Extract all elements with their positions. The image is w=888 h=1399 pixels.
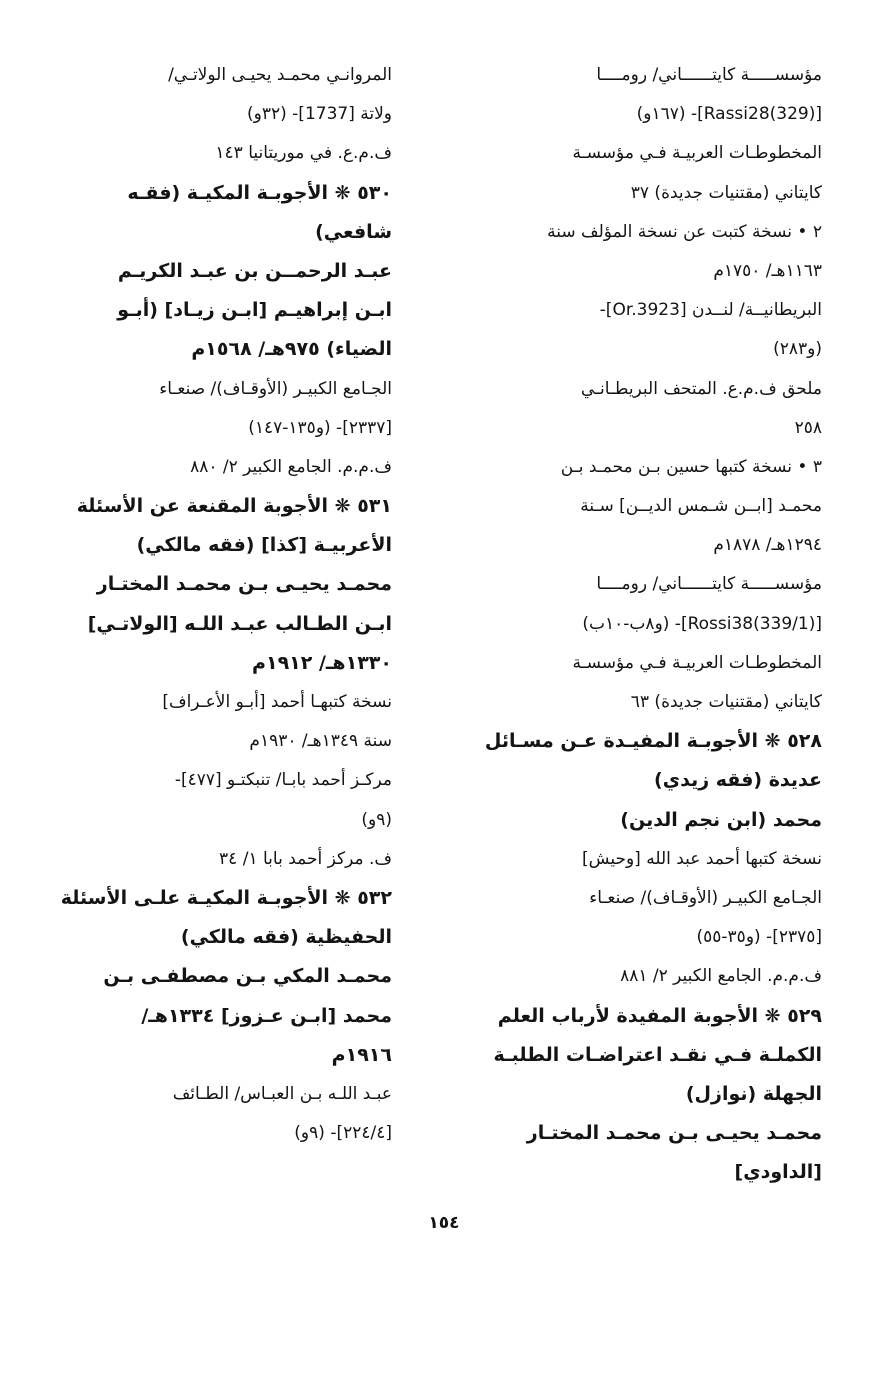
text-line: ٥٣٠ ❋ الأجوبـة المكيـة (فقـه [127, 181, 392, 204]
text-line: ٥٣٢ ❋ الأجوبـة المكيـة علـى الأسئلة [60, 886, 392, 909]
text-line: محمد (ابن نجم الدين) [620, 808, 822, 831]
text-line: ف.م.م. الجامع الكبير ٢/ ٨٨١ [620, 966, 822, 987]
text-line: ٢٥٨ [794, 417, 822, 438]
text-line: محمـد [ابــن شـمس الديــن] سـنة [580, 496, 822, 517]
text-line: نسخة كتبهـا أحمد [أبـو الأعـراف] [162, 692, 392, 712]
text-line: مؤسســـــة كايتــــــاني/ رومــــا [596, 65, 822, 85]
text-line: الجهلة (نوازل) [685, 1082, 822, 1105]
text-line: كايتاني (مقتنيات جديدة) ٣٧ [630, 182, 822, 203]
text-line: شافعي) [315, 220, 392, 243]
text-line: نسخة كتبها أحمد عبد الله [وحيش] [582, 848, 822, 869]
text-line: ٥٢٩ ❋ الأجوبة المفيدة لأرباب العلم [497, 1004, 822, 1027]
text-line: ١٣٣٠هـ/ ١٩١٢م [252, 651, 392, 674]
text-line: ٥٣١ ❋ الأجوبة المقنعة عن الأسئلة [76, 495, 392, 518]
text-line: البريطانيــة/ لنــدن [Or.3923]- [599, 300, 822, 321]
text-line: ابـن الطـالب عبـد اللـه [الولاتـي] [87, 612, 392, 635]
text-line: ولاتة [1737]- (٣٢و) [247, 104, 392, 125]
text-line: الضياء) ٩٧٥هـ/ ١٥٦٨م [191, 338, 392, 361]
text-line: سنة ١٣٤٩هـ/ ١٩٣٠م [249, 731, 392, 752]
text-line: ف. مركز أحمد بابا ١/ ٣٤ [219, 848, 392, 869]
text-line: عبـد اللـه بـن العبـاس/ الطـائف [172, 1083, 392, 1104]
text-line: محمد [ابـن عـزوز] ١٣٣٤هـ/ [141, 1004, 392, 1027]
left-column [60, 56, 392, 1153]
text-line: عديدة (فقه زيدي) [654, 769, 822, 792]
text-line: ف.م.م. الجامع الكبير ٢/ ٨٨٠ [190, 456, 392, 477]
text-line: (و٢٨٣) [773, 339, 822, 360]
text-line: ابـن إبراهيـم [ابـن زيـاد] (أبـو [117, 299, 392, 322]
text-line: محمـد يحيـى بـن محمـد المختـار [526, 1122, 822, 1145]
text-line: [الداودي] [734, 1161, 822, 1184]
text-line: ملحق ف.م.ع. المتحف البريطـانـي [580, 378, 822, 399]
text-line: ١٢٩٤هـ/ ١٨٧٨م [713, 535, 822, 556]
text-line: الجـامع الكبيـر (الأوقـاف)/ صنعـاء [589, 887, 822, 908]
text-line: [Rossi38(339/1)]- (و٨ب-١٠ب) [582, 613, 822, 634]
text-line: كايتاني (مقتنيات جديدة) ٦٣ [630, 692, 822, 712]
text-line: الحفيظية (فقه مالكي) [180, 926, 392, 949]
text-line: ٥٢٨ ❋ الأجوبـة المفيـدة عـن مسـائل [484, 730, 822, 753]
text-line: محمـد المكي بـن مصطفـى بـن [103, 965, 392, 988]
text-line: ٣ • نسخة كتبها حسين بـن محمـد بـن [560, 456, 822, 477]
text-line: مركـز أحمد بابـا/ تنبكتـو [٤٧٧]- [174, 770, 392, 791]
text-line: الأعربيـة [كذا] (فقه مالكي) [136, 534, 392, 557]
text-line: المروانـي محمـد يحيـى الولاتـي/ [168, 65, 392, 85]
text-line: ٢ • نسخة كتبت عن نسخة المؤلف سنة [547, 221, 822, 242]
text-line: الجـامع الكبيـر (الأوقـاف)/ صنعـاء [159, 378, 392, 399]
text-line: ١٩١٦م [331, 1043, 392, 1066]
text-line: عبـد الرحمــن بن عبـد الكريـم [117, 259, 392, 282]
text-line: الكملـة فـي نقـد اعتراضـات الطلبـة [493, 1043, 822, 1066]
text-line: [٢٣٧٥]- (و٣٥-٥٥) [696, 927, 822, 948]
text-line: [Rassi28(329)]- (١٦٧و) [636, 104, 822, 125]
text-line: محمـد يحيـى بـن محمـد المختـار [96, 573, 392, 596]
text-line: ف.م.ع. في موريتانيا ١٤٣ [215, 143, 392, 164]
text-line: المخطوطـات العربيـة فـي مؤسسـة [572, 143, 822, 164]
text-line: (٩و) [361, 809, 392, 830]
right-column [482, 56, 822, 1192]
text-line: المخطوطـات العربيـة فـي مؤسسـة [572, 652, 822, 673]
text-line: مؤسســـــة كايتــــــاني/ رومــــا [596, 574, 822, 595]
text-line: [٢٣٣٧]- (و١٣٥-١٤٧) [248, 417, 392, 438]
text-line: ١١٦٣هـ/ ١٧٥٠م [713, 260, 822, 281]
page-number: ١٥٤ [428, 1213, 460, 1233]
text-line: [٢٢٤/٤]- (٩و) [294, 1123, 392, 1144]
